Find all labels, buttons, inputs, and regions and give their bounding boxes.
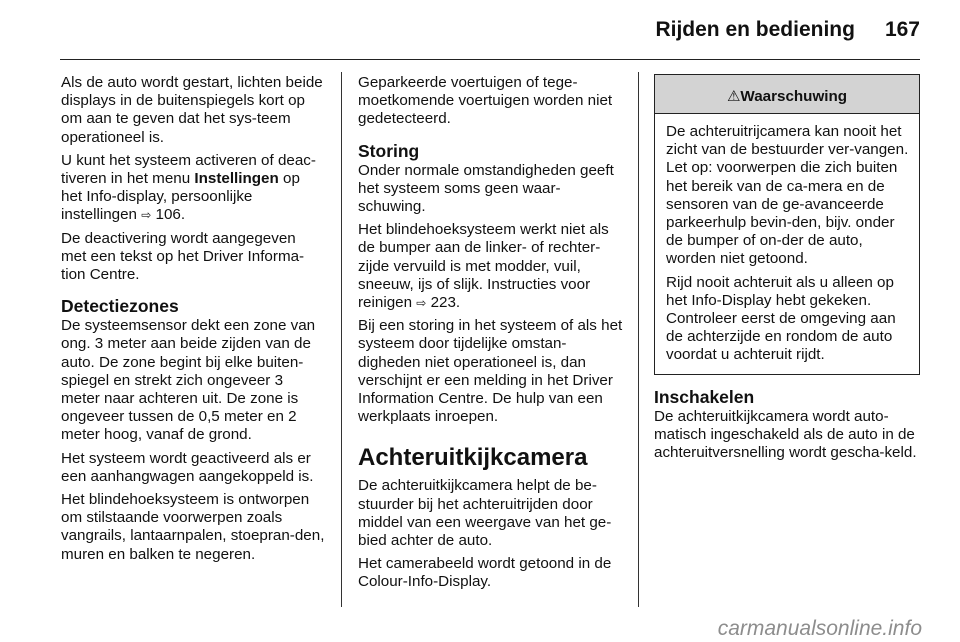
paragraph: Het camerabeeld wordt getoond in de Colour-Info-Display. bbox=[358, 555, 612, 591]
warning-box bbox=[654, 74, 920, 375]
text-span: op het Info-display, persoonlijke instellingen bbox=[61, 170, 300, 224]
warning-body bbox=[655, 114, 919, 374]
page-ref-icon: ⇨ bbox=[416, 296, 427, 311]
paragraph: De achteruitkijkcamera helpt de be-stuurder bij het achteruitrijden door middel van een weergave van het ge-bied achter de auto. bbox=[358, 477, 612, 550]
paragraph: Geparkeerde voertuigen of tege-moetkomende voertuigen worden niet gedetecteerd. bbox=[358, 74, 613, 128]
chapter-title: Rijden en bediening bbox=[655, 18, 855, 41]
paragraph: Het blindehoeksysteem is ontworpen om stilstaande voorwerpen zoals vangrails, lantaarnpalen, stoepran-den, muren en balken te negeren. bbox=[61, 491, 325, 563]
paragraph: De achteruitkijkcamera wordt auto-matisch ingeschakeld als de auto in de achteruitversnelling wordt gescha-keld. bbox=[654, 407, 917, 462]
paragraph bbox=[61, 152, 325, 225]
section-heading-detection: Detectiezones bbox=[61, 296, 179, 317]
section-heading-fault: Storing bbox=[358, 140, 420, 161]
text-span: U kunt het systeem activeren of deac-tiveren in het menu bbox=[61, 151, 316, 188]
paragraph: De deactivering wordt aangegeven met een tekst op het Driver Informa-tion Centre. bbox=[61, 229, 305, 284]
page-header bbox=[655, 18, 920, 42]
column-3 bbox=[654, 74, 920, 467]
warning-title: Waarschuwing bbox=[740, 88, 848, 105]
text-span: Het blindehoeksysteem werkt niet als de bumper aan de linker- of rechter-zijde vervuild is met modder, vuil, sneeuw, ijs of slijk. Instructies voor reinigen bbox=[358, 221, 609, 312]
section-heading-activate: Inschakelen bbox=[654, 386, 755, 407]
page-ref[interactable]: 106. bbox=[155, 206, 186, 224]
column-divider-1 bbox=[341, 72, 342, 607]
column-divider-2 bbox=[638, 72, 639, 607]
page-ref-icon: ⇨ bbox=[141, 208, 152, 223]
paragraph bbox=[358, 221, 623, 312]
column-2 bbox=[358, 74, 623, 597]
paragraph: Rijd nooit achteruit als u alleen op het Info-Display hebt gekeken. Controleer eerst de omgeving aan de achterzijde en rondom de auto voordat u achteruit rijdt. bbox=[666, 273, 896, 364]
section-heading-camera: Achteruitkijkcamera bbox=[358, 444, 588, 472]
paragraph: De achteruitrijcamera kan nooit het zicht van de bestuurder ver-vangen. Let op: voorwerpen die zich buiten het bereik van de ca-mera en de sensoren van de ge-avanceerde parkeerhulp bevin-den, bijv. onder de bumper of on-der de auto, worden niet getoond. bbox=[666, 123, 909, 268]
header-rule bbox=[60, 59, 920, 60]
column-1 bbox=[61, 74, 325, 569]
paragraph: Bij een storing in het systeem of als het systeem door tijdelijke omstan-digheden niet operationeel is, dan verschijnt er een melding in het Driver Information Centre. De hulp van een werkplaats inroepen. bbox=[358, 317, 623, 426]
paragraph: Het systeem wordt geactiveerd als er een aanhangwagen aangekoppeld is. bbox=[61, 449, 314, 485]
warning-icon: ⚠ bbox=[726, 88, 741, 105]
page-number: 167 bbox=[884, 18, 920, 41]
watermark: carmanualsonline.info bbox=[717, 617, 922, 640]
paragraph: Onder normale omstandigheden geeft het systeem soms geen waar-schuwing. bbox=[358, 161, 614, 216]
warning-header bbox=[655, 75, 919, 114]
menu-name: Instellingen bbox=[194, 170, 279, 188]
page-ref[interactable]: 223. bbox=[430, 294, 461, 312]
paragraph: Als de auto wordt gestart, lichten beide displays in de buitenspiegels kort op om aan te geven dat het sys-teem operationeel is. bbox=[61, 74, 323, 146]
paragraph: De systeemsensor dekt een zone van ong. 3 meter aan beide zijden van de auto. De zone begint bij elke buiten-spiegel en strekt zich ongeveer 3 meter naar achteren uit. De zone is ongeveer tussen de 0,5 meter en 2 meter hoog, vanaf de grond. bbox=[61, 317, 316, 444]
